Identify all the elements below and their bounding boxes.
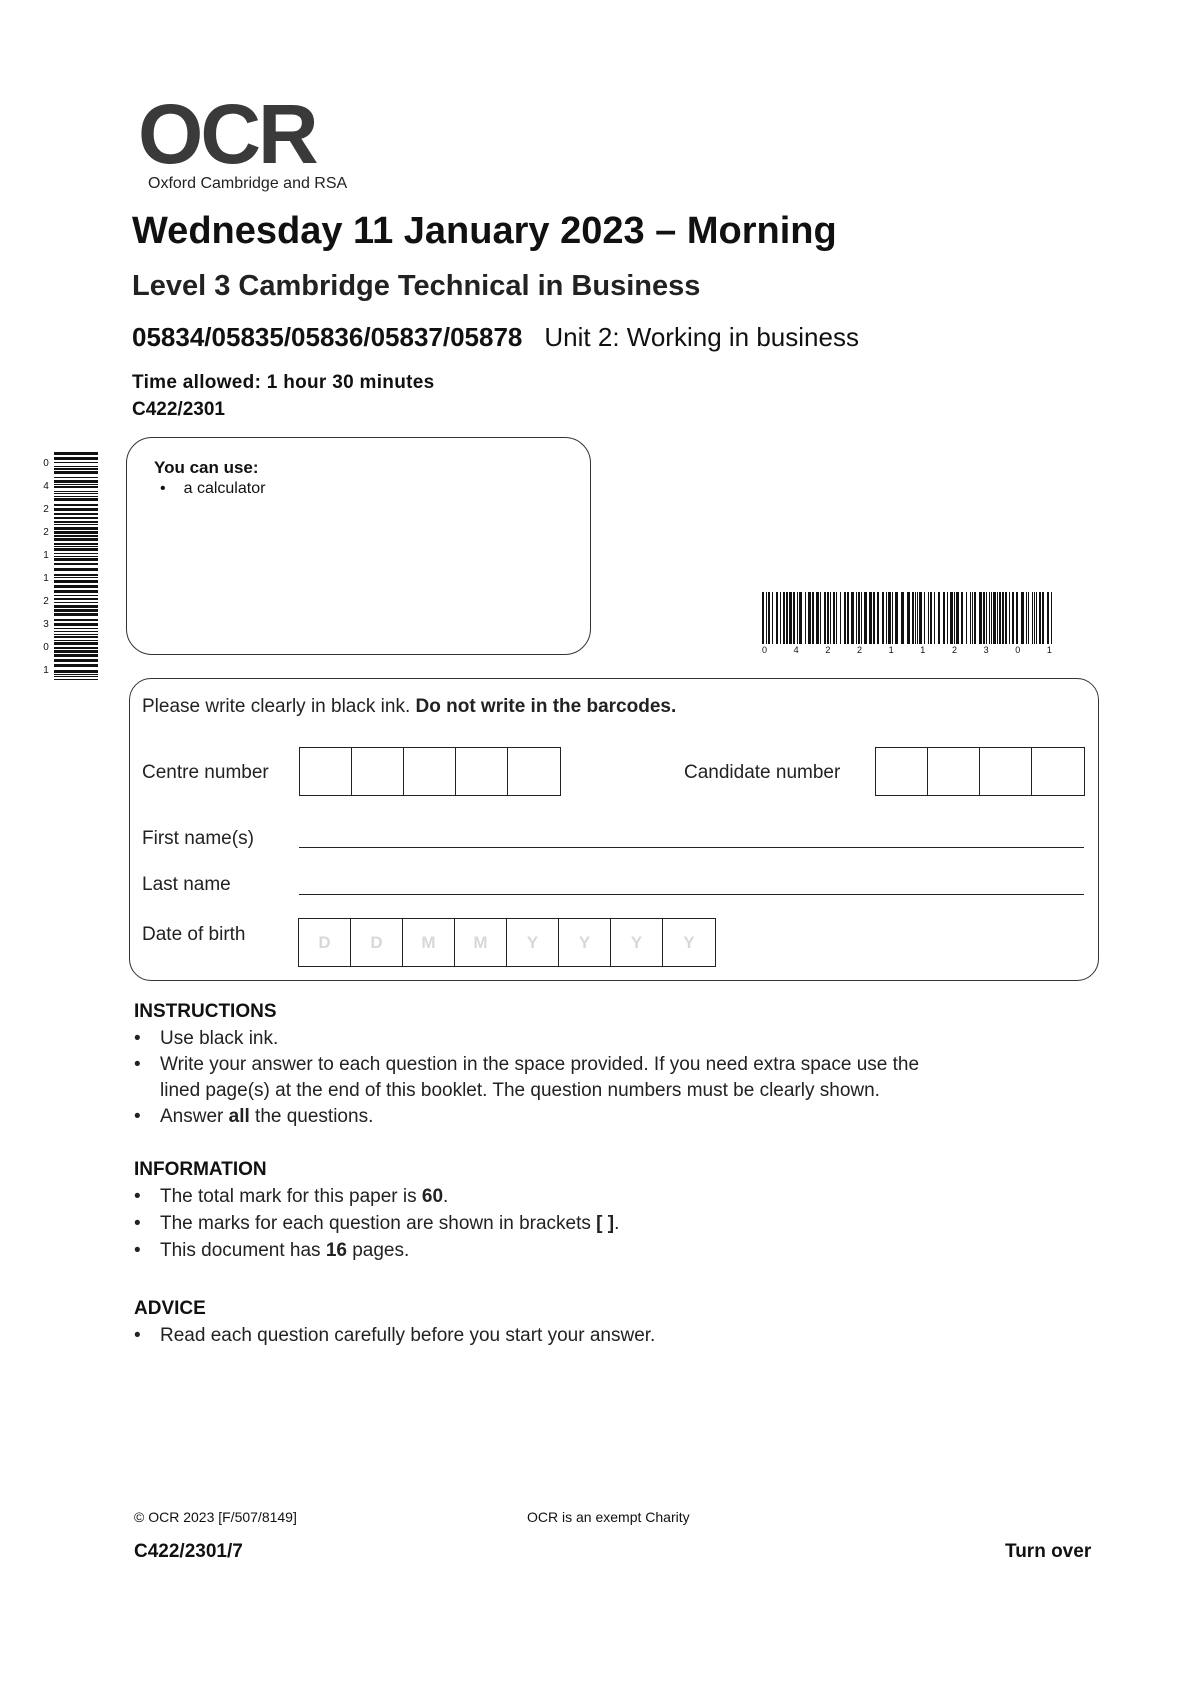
barcode-bar	[1032, 592, 1033, 644]
info-text: The total mark for this paper is	[160, 1186, 422, 1207]
info-emphasis: [ ]	[596, 1213, 615, 1234]
barcode-bar	[997, 592, 998, 644]
barcode-bar	[54, 654, 98, 657]
copyright-notice: © OCR 2023 [F/507/8149]	[134, 1509, 297, 1525]
barcode-bar	[54, 631, 98, 632]
barcode-bar	[1009, 592, 1010, 644]
barcode-bar	[869, 592, 872, 644]
barcode-bar	[856, 592, 857, 644]
barcode-digit: 2	[43, 596, 49, 607]
time-allowed: Time allowed: 1 hour 30 minutes	[132, 372, 435, 393]
digit-box[interactable]	[456, 748, 508, 795]
barcode-bar	[54, 486, 98, 488]
barcode-bar	[54, 676, 98, 677]
barcode-bar	[54, 484, 98, 485]
barcode-bar	[54, 664, 98, 667]
barcode-bar	[934, 592, 935, 644]
barcode-bar	[54, 679, 98, 680]
centre-number-grid[interactable]	[299, 747, 561, 796]
barcode-bar	[954, 592, 955, 644]
barcode-bar	[966, 592, 967, 644]
barcode-bar	[1051, 592, 1052, 644]
digit-box[interactable]	[1032, 748, 1084, 795]
info-text: This document has	[160, 1240, 326, 1261]
barcode-bar	[54, 535, 98, 537]
barcode-bar	[54, 527, 98, 530]
instruction-text: Use black ink.	[160, 1028, 279, 1049]
dob-box[interactable]: Y	[559, 919, 611, 966]
turn-over-label: Turn over	[1005, 1541, 1092, 1562]
barcode-bar	[54, 491, 98, 492]
barcode-bar	[983, 592, 985, 644]
barcode-digit: 2	[43, 527, 49, 538]
barcode-bar	[54, 577, 98, 578]
unit-line	[132, 322, 859, 353]
barcode-bar	[54, 628, 98, 629]
barcode-bar	[54, 636, 98, 638]
barcode-bar	[54, 659, 98, 662]
barcode-bar	[928, 592, 929, 644]
unit-title: Unit 2: Working in business	[544, 322, 859, 352]
barcode-bar	[901, 592, 904, 644]
barcode-bar	[864, 592, 867, 644]
barcode-bar	[833, 592, 835, 644]
barcode-bar	[54, 498, 98, 501]
info-text: pages.	[346, 1240, 410, 1261]
logo-subtitle: Oxford Cambridge and RSA	[148, 175, 348, 192]
barcode-digit: 1	[43, 573, 49, 584]
barcode-bar	[783, 592, 785, 644]
barcode-bar	[812, 592, 814, 644]
first-name-line[interactable]	[299, 847, 1084, 848]
barcode-bar	[915, 592, 916, 644]
barcode-digit: 0	[43, 642, 49, 653]
instruction-emphasis: all	[228, 1106, 250, 1127]
barcode-digit: 1	[888, 645, 894, 655]
dob-box[interactable]: D	[351, 919, 403, 966]
barcode-bar	[805, 592, 806, 644]
barcode-bar	[54, 508, 98, 511]
digit-box[interactable]	[508, 748, 560, 795]
last-name-label: Last name	[142, 874, 231, 895]
barcode-bar	[986, 592, 987, 644]
you-can-use-list	[154, 480, 265, 498]
paper-reference: C422/2301	[132, 399, 225, 420]
barcode-bar	[836, 592, 837, 644]
barcode-bar	[54, 538, 98, 541]
info-emphasis: 16	[325, 1240, 347, 1261]
barcode-bar	[820, 592, 821, 644]
ink-instruction	[142, 696, 676, 718]
exam-date-title: Wednesday 11 January 2023 – Morning	[132, 210, 837, 252]
barcode-bar	[1002, 592, 1004, 644]
barcode-bar	[950, 592, 953, 644]
barcode-bar	[816, 592, 819, 644]
barcode-bar	[54, 521, 98, 523]
barcode-bar	[930, 592, 932, 644]
barcode-bar	[956, 592, 959, 644]
barcode-bar	[1016, 592, 1018, 644]
list-item: • a calculator	[154, 480, 265, 498]
barcode-bar	[1021, 592, 1024, 644]
barcode-bar	[999, 592, 1001, 644]
barcode-bar	[789, 592, 792, 644]
barcode-bar	[1047, 592, 1049, 644]
instruction-text: Write your answer to each question in the space provided. If you need extra space use the	[160, 1054, 920, 1075]
date-of-birth-label: Date of birth	[142, 924, 246, 945]
ocr-logo: OCR	[138, 87, 316, 181]
barcode-digit: 4	[43, 481, 49, 492]
barcode-digit: 0	[1015, 645, 1021, 655]
barcode-bar	[54, 466, 98, 467]
barcode-bar	[786, 592, 788, 644]
advice-heading: ADVICE	[134, 1298, 206, 1319]
barcode-digit: 1	[43, 550, 49, 561]
barcode-bar	[847, 592, 849, 644]
barcode-bar	[54, 670, 98, 673]
last-name-line[interactable]	[299, 894, 1084, 895]
barcode-bar	[54, 517, 98, 519]
barcode-bar	[882, 592, 884, 644]
list-item: • Write your answer to each question in the space provided. If you need extra space use the lined page(s) at the end of this booklet. The question numbers must be clearly shown.	[134, 1052, 1094, 1104]
digit-box[interactable]	[352, 748, 404, 795]
barcode-bar	[54, 468, 98, 470]
barcode-bar	[54, 650, 98, 653]
candidate-number-label: Candidate number	[684, 762, 841, 783]
barcode-digit: 2	[825, 645, 831, 655]
barcode-bar	[54, 496, 98, 497]
barcode-bar	[762, 592, 764, 644]
barcode-bar	[858, 592, 860, 644]
vertical-barcode	[54, 452, 98, 682]
digit-box[interactable]	[404, 748, 456, 795]
barcode-bar	[793, 592, 795, 644]
barcode-digit: 1	[920, 645, 926, 655]
barcode-bar	[972, 592, 973, 644]
barcode-bar	[54, 543, 98, 545]
barcode-bar	[54, 602, 98, 603]
info-emphasis: 60	[421, 1186, 444, 1207]
list-item: • Use black ink.	[134, 1026, 1094, 1052]
barcode-bar	[907, 592, 910, 644]
you-can-use-box	[126, 437, 591, 655]
instruction-text: the questions.	[249, 1106, 374, 1127]
instruction-text: Answer	[160, 1106, 229, 1127]
instructions-heading: INSTRUCTIONS	[134, 1001, 277, 1022]
barcode-bar	[947, 592, 948, 644]
barcode-bar	[827, 592, 829, 644]
barcode-bar	[54, 609, 98, 612]
list-item: • The marks for each question are shown in brackets [ ].	[134, 1213, 620, 1234]
barcode-bar	[54, 563, 98, 565]
list-item: • Read each question carefully before you start your answer.	[134, 1323, 1094, 1349]
barcode-bar	[54, 619, 98, 621]
candidate-number-grid[interactable]	[875, 747, 1085, 796]
barcode-bar	[54, 580, 98, 583]
barcode-bar	[54, 585, 98, 588]
barcode-bar	[989, 592, 990, 644]
barcode-bar	[54, 642, 98, 645]
barcode-bar	[54, 531, 98, 534]
barcode-bar	[54, 452, 98, 455]
barcode-bar	[1039, 592, 1041, 644]
barcode-bar	[1036, 592, 1037, 644]
barcode-bar	[808, 592, 811, 644]
first-name-label: First name(s)	[142, 828, 254, 849]
barcode-bar	[54, 553, 98, 554]
barcode-bar	[766, 592, 767, 644]
barcode-bar	[54, 623, 98, 626]
barcode-bar	[54, 548, 98, 551]
horizontal-barcode	[762, 592, 1052, 652]
barcode-digit: 1	[1046, 645, 1052, 655]
barcode-digit: 2	[856, 645, 862, 655]
barcode-bar	[54, 471, 98, 474]
barcode-bar	[776, 592, 778, 644]
dob-box[interactable]: M	[455, 919, 507, 966]
barcode-bar	[1028, 592, 1029, 644]
info-text: .	[443, 1186, 449, 1207]
barcode-bar	[797, 592, 798, 644]
barcode-bar	[892, 592, 893, 644]
barcode-bar	[886, 592, 887, 644]
barcode-bar	[54, 634, 98, 635]
barcode-bar	[993, 592, 996, 644]
dob-box[interactable]: D	[299, 919, 351, 966]
barcode-digit: 1	[43, 665, 49, 676]
unit-codes: 05834/05835/05836/05837/05878	[132, 322, 523, 352]
barcode-bar	[54, 598, 98, 600]
barcode-digit: 3	[983, 645, 989, 655]
barcode-digit: 0	[43, 458, 49, 469]
barcode-bar	[54, 462, 98, 463]
barcode-bar	[824, 592, 826, 644]
charity-notice: OCR is an exempt Charity	[527, 1509, 690, 1525]
barcode-bar	[54, 574, 98, 576]
instruction-text: lined page(s) at the end of this booklet. The question numbers must be clearly shown.	[160, 1080, 880, 1101]
barcode-bar	[54, 590, 98, 593]
info-text: .	[614, 1213, 620, 1234]
dob-box[interactable]: Y	[683, 932, 695, 952]
barcode-digit: 3	[43, 619, 49, 630]
barcode-digit: 2	[951, 645, 957, 655]
barcode-bar	[943, 592, 945, 644]
barcode-bar	[861, 592, 862, 644]
barcode-bar	[938, 592, 940, 644]
information-heading: INFORMATION	[134, 1159, 267, 1180]
dob-box[interactable]: M	[403, 919, 455, 966]
barcode-bar	[54, 546, 98, 547]
barcode-warning: Do not write in the barcodes.	[415, 696, 677, 717]
barcode-bar	[895, 592, 898, 644]
digit-box[interactable]	[300, 748, 352, 795]
barcode-bar	[1042, 592, 1044, 644]
barcode-bar	[877, 592, 879, 644]
barcode-bar	[979, 592, 982, 644]
barcode-digit: 2	[43, 504, 49, 515]
barcode-bar	[912, 592, 914, 644]
qualification-title: Level 3 Cambridge Technical in Business	[132, 270, 701, 302]
vertical-barcode-digits	[40, 452, 52, 682]
barcode-digit: 4	[793, 645, 799, 655]
barcode-bar	[873, 592, 875, 644]
barcode-bar	[54, 558, 98, 561]
barcode-bar	[54, 493, 98, 494]
barcode-bar	[54, 477, 98, 478]
barcode-bar	[840, 592, 841, 644]
barcode-bar	[54, 568, 98, 571]
document-code: C422/2301/7	[134, 1541, 243, 1562]
barcode-bar	[772, 592, 773, 644]
barcode-bar	[830, 592, 831, 644]
ink-instruction-text: Please write clearly in black ink.	[142, 696, 416, 717]
barcode-digit: 0	[762, 645, 768, 655]
barcode-bar	[54, 513, 98, 515]
barcode-bar	[768, 592, 770, 644]
centre-number-label: Centre number	[142, 762, 269, 783]
barcode-bar	[917, 592, 918, 644]
you-can-use-heading: You can use:	[154, 458, 259, 477]
digit-box[interactable]	[876, 748, 928, 795]
dob-box[interactable]: Y	[507, 919, 559, 966]
dob-box[interactable]: Y	[611, 919, 663, 966]
digit-box[interactable]	[928, 748, 980, 795]
digit-box[interactable]	[980, 748, 1032, 795]
barcode-bar	[54, 613, 98, 616]
horizontal-barcode-digits	[762, 645, 1052, 655]
barcode-bar	[54, 556, 98, 557]
info-text: The marks for each question are shown in brackets	[160, 1213, 597, 1234]
barcode-bar	[844, 592, 846, 644]
barcode-bar	[54, 524, 98, 525]
list-item: • The total mark for this paper is 60.	[134, 1186, 449, 1207]
barcode-bar	[54, 640, 98, 641]
barcode-bar	[54, 480, 98, 483]
barcode-bar	[1012, 592, 1014, 644]
barcode-bar	[919, 592, 922, 644]
barcode-bar	[1034, 592, 1035, 644]
barcode-bar	[1005, 592, 1007, 644]
barcode-bar	[888, 592, 891, 644]
barcode-bar	[970, 592, 971, 644]
date-of-birth-grid[interactable]	[298, 918, 716, 967]
list-item: • This document has 16 pages.	[134, 1240, 410, 1261]
barcode-bar	[54, 674, 98, 675]
barcode-bar	[851, 592, 854, 644]
barcode-bar	[54, 457, 98, 460]
barcode-bar	[54, 595, 98, 596]
barcode-bar	[924, 592, 925, 644]
barcode-bar	[974, 592, 976, 644]
barcode-bar	[1026, 592, 1027, 644]
list-item: • Answer all the questions.	[134, 1106, 374, 1127]
barcode-bar	[991, 592, 992, 644]
barcode-bar	[799, 592, 802, 644]
barcode-bar	[961, 592, 963, 644]
barcode-bar	[54, 605, 98, 608]
barcode-bar	[54, 504, 98, 506]
advice-text: Read each question carefully before you start your answer.	[160, 1325, 656, 1346]
barcode-bar	[780, 592, 781, 644]
barcode-bar	[54, 647, 98, 649]
